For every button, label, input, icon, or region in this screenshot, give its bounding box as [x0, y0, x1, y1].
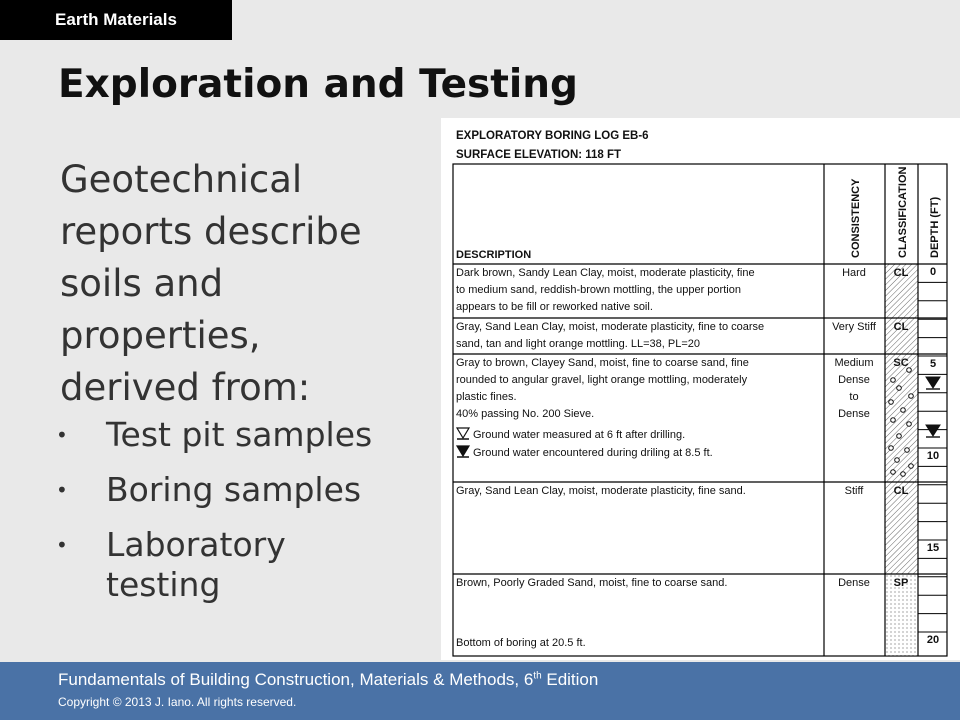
bullet-dot-icon: •	[56, 533, 68, 557]
layer-description-line: appears to be fill or reworked native soil.	[456, 301, 653, 313]
gravel-symbol	[891, 418, 896, 423]
groundwater-note: Ground water measured at 6 ft after drilling.	[473, 429, 686, 441]
footer-bar	[0, 662, 960, 720]
layer-consistency: Medium	[834, 357, 874, 369]
bullet-text: Boring samples	[106, 470, 362, 509]
gravel-symbol	[889, 400, 894, 405]
layer-consistency: to	[849, 391, 859, 403]
bullet-text: testing	[106, 565, 221, 604]
log-title: EXPLORATORY BORING LOG EB-6	[456, 130, 649, 142]
layer-consistency: Dense	[838, 577, 870, 589]
gravel-symbol	[901, 408, 906, 413]
layer-description-line: Dark brown, Sandy Lean Clay, moist, moderate plasticity, fine	[456, 267, 755, 279]
gravel-symbol	[905, 448, 910, 453]
groundwater-marker-icon	[457, 428, 469, 438]
header-consistency: CONSISTENCY	[850, 178, 862, 258]
depth-label: 20	[926, 634, 940, 646]
lead-line: Geotechnical	[60, 158, 303, 201]
layer-consistency: Very Stiff	[832, 321, 876, 333]
layer-consistency: Dense	[838, 374, 870, 386]
header-depth: DEPTH (FT)	[929, 196, 941, 258]
layer-description-line: to medium sand, reddish-brown mottling, the upper portion	[456, 284, 741, 296]
lead-line: properties,	[60, 314, 261, 357]
layer-classification: CL	[893, 267, 909, 279]
header-description: DESCRIPTION	[456, 249, 532, 261]
section-tag: Earth Materials	[0, 0, 232, 40]
gravel-symbol	[891, 470, 896, 475]
classification-hatch-sc	[885, 354, 918, 482]
gravel-symbol	[895, 458, 900, 463]
groundwater-depth-marker-icon	[926, 425, 940, 436]
layer-classification: CL	[893, 321, 909, 333]
layer-classification: SP	[893, 577, 909, 589]
groundwater-marker-icon	[457, 446, 469, 456]
depth-label: 5	[929, 358, 937, 370]
layer-consistency: Dense	[838, 408, 870, 420]
lead-text	[60, 154, 420, 414]
groundwater-depth-marker-icon	[926, 377, 940, 388]
footer-book-title-end: Edition	[541, 670, 599, 689]
footer-book-title-text: Fundamentals of Building Construction, Materials & Methods, 6	[58, 670, 534, 689]
bullet-item	[56, 470, 372, 510]
layer-description-line: Gray, Sand Lean Clay, moist, moderate plasticity, fine to coarse	[456, 321, 765, 333]
lead-line: derived from:	[60, 366, 311, 409]
gravel-symbol	[897, 386, 902, 391]
footer-copyright: Copyright © 2013 J. Iano. All rights reserved.	[58, 695, 297, 709]
depth-label: 15	[926, 542, 940, 554]
header-classification: CLASSIFICATION	[897, 166, 909, 258]
layer-description-line: Brown, Poorly Graded Sand, moist, fine to coarse sand.	[456, 577, 728, 589]
layer-description-line: Gray to brown, Clayey Sand, moist, fine to coarse sand, fine	[456, 357, 749, 369]
layer-description-line: 40% passing No. 200 Sieve.	[456, 408, 595, 420]
layer-classification: CL	[893, 485, 909, 497]
gravel-symbol	[901, 472, 906, 477]
lead-line: soils and	[60, 262, 224, 305]
bullet-item	[56, 525, 372, 605]
layer-description-line: rounded to angular gravel, light orange mottling, moderately	[456, 374, 748, 386]
layer-description-line: plastic fines.	[456, 391, 517, 403]
slide-title: Exploration and Testing	[58, 62, 578, 107]
bottom-of-boring-note: Bottom of boring at 20.5 ft.	[456, 637, 586, 649]
gravel-symbol	[909, 394, 914, 399]
bullet-item	[56, 415, 372, 455]
gravel-symbol	[889, 446, 894, 451]
boring-log-figure	[441, 118, 960, 660]
layer-classification: SC	[893, 357, 909, 369]
groundwater-note: Ground water encountered during driling at 8.5 ft.	[473, 447, 713, 459]
bullet-text: Laboratory	[106, 525, 286, 564]
lead-line: reports describe	[60, 210, 362, 253]
depth-label: 0	[929, 266, 937, 278]
depth-label: 10	[926, 450, 940, 462]
layer-consistency: Hard	[842, 267, 866, 279]
gravel-symbol	[907, 422, 912, 427]
gravel-symbol	[891, 378, 896, 383]
bullet-dot-icon: •	[56, 478, 68, 502]
bullet-text: Test pit samples	[106, 415, 373, 454]
layer-description-line: Gray, Sand Lean Clay, moist, moderate plasticity, fine sand.	[456, 485, 746, 497]
bullet-list	[56, 415, 372, 620]
footer-book-title	[58, 670, 598, 690]
log-elevation: SURFACE ELEVATION: 118 FT	[456, 149, 622, 161]
layer-consistency: Stiff	[844, 485, 864, 497]
boring-log-svg	[441, 118, 960, 660]
bullet-dot-icon: •	[56, 423, 68, 447]
gravel-symbol	[909, 464, 914, 469]
gravel-symbol	[897, 434, 902, 439]
footer-edition-suffix: th	[533, 670, 542, 682]
layer-description-line: sand, tan and light orange mottling. LL=38, PL=20	[456, 338, 701, 350]
